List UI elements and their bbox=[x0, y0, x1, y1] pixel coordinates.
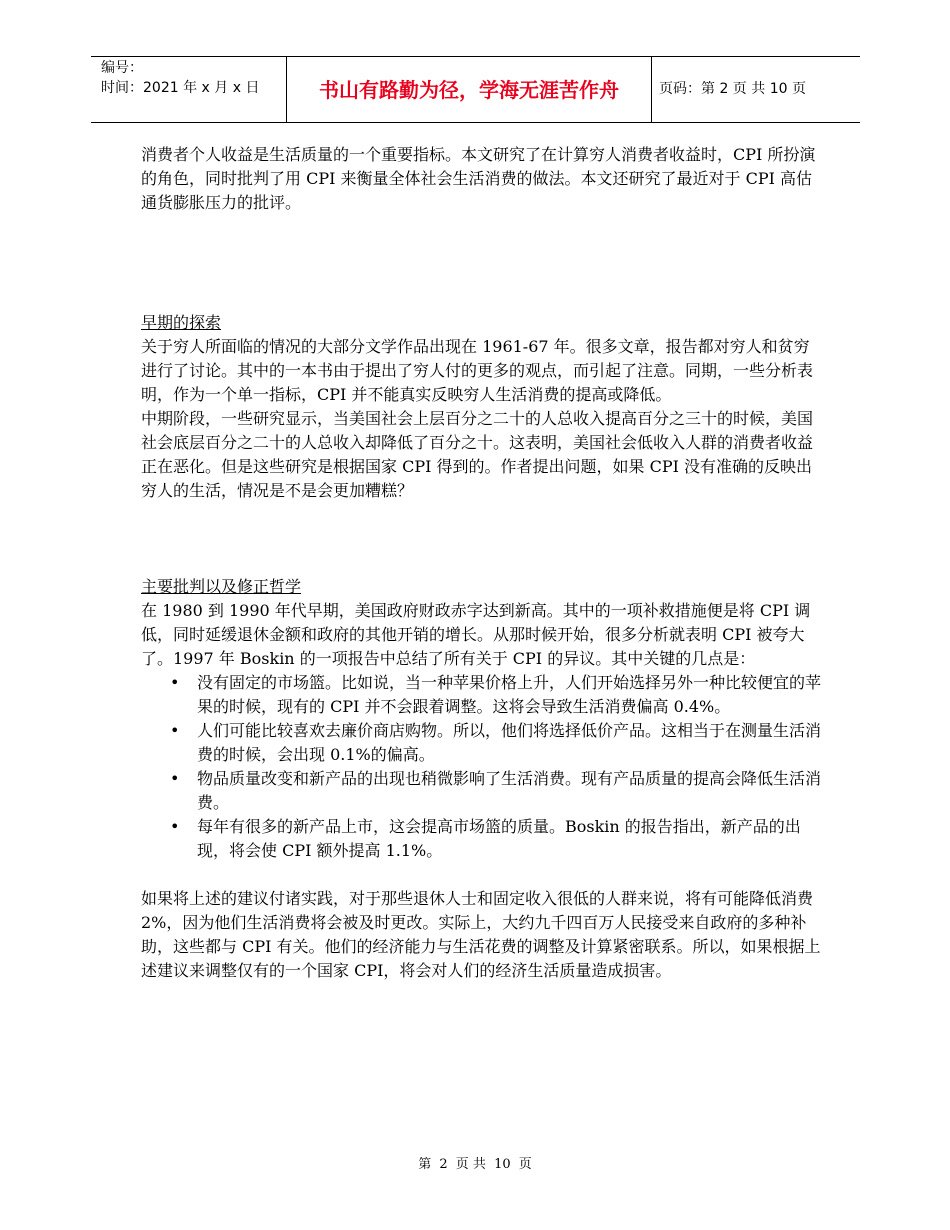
spacer bbox=[141, 215, 821, 311]
footer-page-number: 2 bbox=[439, 1157, 448, 1172]
list-item-text: 物品质量改变和新产品的出现也稍微影响了生活消费。现有产品质量的提高会降低生活消费。 bbox=[197, 769, 822, 812]
footer-prefix: 第 bbox=[418, 1157, 432, 1172]
list-item-text: 人们可能比较喜欢去廉价商店购物。所以，他们将选择低价产品。这相当于在测量生活消费的时候，会出现 0.1%的偏高。 bbox=[197, 721, 822, 764]
section2-paragraph: 在 1980 到 1990 年代早期，美国政府财政赤字达到新高。其中的一项补救措施便是将 CPI 调低，同时延缓退休金额和政府的其他开销的增长。从那时候开始，很多分析就表明 CPI 被夸大了。1997 年 Boskin 的一项报告中总结了所有关于 CPI 的异议。其中关键的几点是： bbox=[141, 601, 811, 668]
section-heading-early-exploration: 早期的探索 bbox=[141, 313, 222, 332]
section1-paragraph-2: 中期阶段，一些研究显示，当美国社会上层百分之二十的人总收入提高百分之三十的时候，美国社会底层百分之二十的人总收入却降低了百分之十。这表明，美国社会低收入人群的消费者收益正在恶化。但是这些研究是根据国家 CPI 得到的。作者提出问题，如果 CPI 没有准确的反映出穷人的生活，情况是不是会更加糟糕？ bbox=[141, 409, 814, 500]
bullet-icon: • bbox=[170, 673, 180, 692]
bullet-icon: • bbox=[170, 721, 180, 740]
header-time: 时间：2021 年 x 月 x 日 bbox=[101, 80, 260, 96]
header-number-label: 编号： bbox=[101, 60, 143, 76]
header-meta bbox=[101, 58, 259, 98]
page-footer bbox=[0, 1156, 950, 1174]
spacer bbox=[141, 863, 821, 887]
footer-total-pages: 10 bbox=[494, 1157, 511, 1172]
header-bottom-rule bbox=[91, 122, 860, 123]
footer-suffix: 页 bbox=[518, 1157, 532, 1172]
list-item bbox=[141, 719, 821, 767]
criticism-list bbox=[141, 671, 821, 863]
list-item-text: 每年有很多的新产品上市，这会提高市场篮的质量。Boskin 的报告指出，新产品的出现，将会使 CPI 额外提高 1.1%。 bbox=[197, 817, 801, 860]
spacer bbox=[141, 503, 821, 575]
bullet-icon: • bbox=[170, 817, 180, 836]
header-divider-right bbox=[651, 57, 652, 122]
closing-paragraph: 如果将上述的建议付诸实践，对于那些退休人士和固定收入很低的人群来说，将有可能降低消费 2%，因为他们生活消费将会被及时更改。实际上，大约九千四百万人民接受来自政府的多种补助，这些都与 CPI 有关。他们的经济能力与生活花费的调整及计算紧密联系。所以，如果根据上述建议来调整仅有的一个国家 CPI，将会对人们的经济生活质量造成损害。 bbox=[141, 889, 821, 980]
footer-mid: 页 共 bbox=[455, 1157, 486, 1172]
list-item-text: 没有固定的市场篮。比如说，当一种苹果价格上升，人们开始选择另外一种比较便宜的苹果的时候，现有的 CPI 并不会跟着调整。这将会导致生活消费偏高 0.4%。 bbox=[197, 673, 822, 716]
document-body bbox=[141, 143, 821, 983]
header-top-rule bbox=[91, 56, 860, 57]
header-page-info: 页码：第 2 页 共 10 页 bbox=[659, 81, 806, 97]
section1-paragraph-1: 关于穷人所面临的情况的大部分文学作品出现在 1961-67 年。很多文章，报告都对穷人和贫穷进行了讨论。其中的一本书由于提出了穷人付的更多的观点，而引起了注意。同期，一些分析表明，作为一个单一指标，CPI 并不能真实反映穷人生活消费的提高或降低。 bbox=[141, 337, 814, 404]
header-motto: 书山有路勤为径，学海无涯苦作舟 bbox=[319, 78, 619, 102]
section-heading-main-criticism: 主要批判以及修正哲学 bbox=[141, 577, 302, 596]
list-item bbox=[141, 767, 821, 815]
list-item bbox=[141, 815, 821, 863]
intro-paragraph: 消费者个人收益是生活质量的一个重要指标。本文研究了在计算穷人消费者收益时，CPI 所扮演的角色，同时批判了用 CPI 来衡量全体社会生活消费的做法。本文还研究了最近对于 CPI 高估通货膨胀压力的批评。 bbox=[141, 145, 816, 212]
list-item bbox=[141, 671, 821, 719]
bullet-icon: • bbox=[170, 769, 180, 788]
